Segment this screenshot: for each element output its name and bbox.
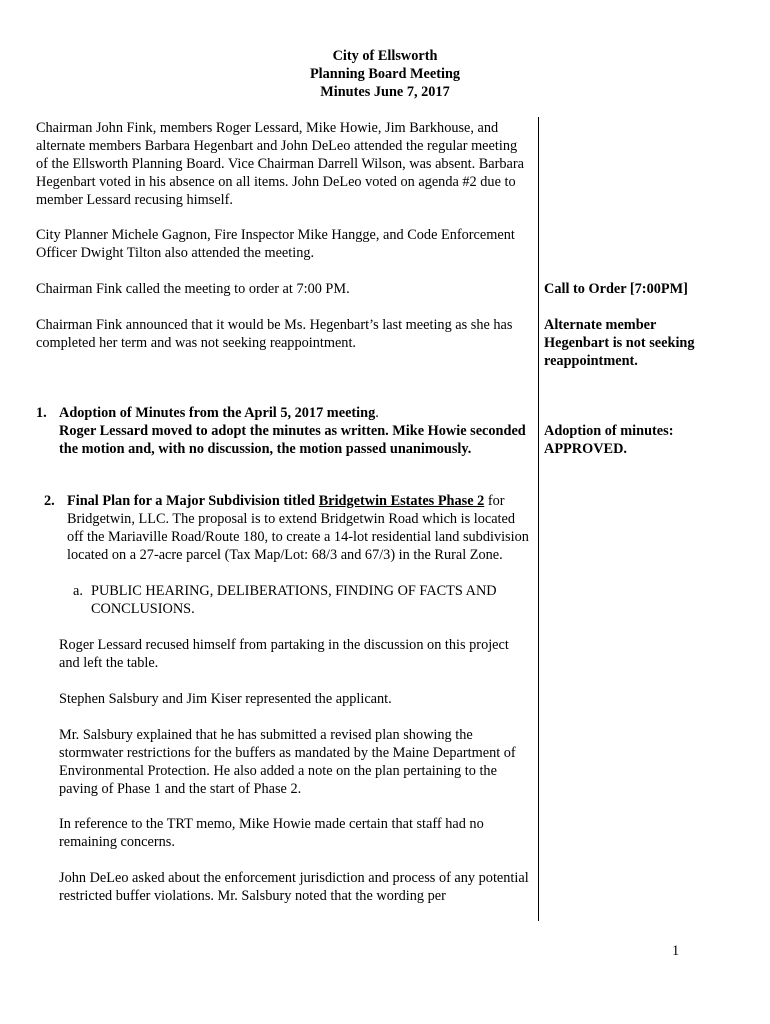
page-number: 1 [672, 943, 680, 959]
item-2-subdivision-name: Bridgetwin Estates Phase 2 [318, 493, 485, 509]
item-2-title: Final Plan for a Major Subdivision titled [67, 493, 319, 509]
minutes-date: Minutes June 7, 2017 [320, 84, 450, 100]
recusal-paragraph: Roger Lessard recused himself from partaking in the discussion on this project and left the table. [59, 637, 509, 671]
item-2-description: Bridgetwin, LLC. The proposal is to extend Bridgetwin Road which is located off the Mariaville Road/Route 180, to create a 14-lot residential land subdivision located on a 27-acre parcel (Tax Map/Lot: 68/3 and 67/3) in the Rural Zone. [67, 511, 529, 563]
announcement-paragraph: Chairman Fink announced that it would be Ms. Hegenbart’s last meeting as she has completed her term and was not seeking reappointment. [36, 317, 513, 351]
board-name: Planning Board Meeting [309, 66, 461, 82]
attendance-paragraph: Chairman John Fink, members Roger Lessard, Mike Howie, Jim Barkhouse, and alternate members Barbara Hegenbart and John DeLeo attended the regular meeting of the Ellsworth Planning Board. Vice Chairman Darrell Wilson, was absent. Barbara Hegenbart voted in his absence on all items. John DeLeo voted on agenda #2 due to member Lessard recusing himself. [36, 120, 524, 208]
representation-paragraph: Stephen Salsbury and Jim Kiser represented the applicant. [59, 691, 392, 707]
margin-divider [538, 117, 539, 921]
item-1 [59, 404, 529, 458]
item-1-title-end: . [375, 405, 379, 421]
sidebar-alternate-member: Alternate member Hegenbart is not seeking reappointment. [544, 317, 695, 369]
item-2-title-suffix: for [484, 493, 505, 509]
item-1-number: 1. [36, 405, 47, 421]
item-1-title: Adoption of Minutes from the April 5, 2017 meeting [59, 405, 376, 421]
document-header [0, 47, 770, 101]
enforcement-paragraph: John DeLeo asked about the enforcement jurisdiction and process of any potential restricted buffer violations. Mr. Salsbury noted that the wording per [59, 870, 529, 904]
city-name: City of Ellsworth [332, 48, 438, 64]
revised-plan-paragraph: Mr. Salsbury explained that he has submitted a revised plan showing the stormwater restrictions for the buffers as mandated by the Maine Department of Environmental Protection. He also added a note on the plan pertaining to the paving of Phase 1 and the start of Phase 2. [59, 727, 516, 797]
sidebar-adoption-of-minutes: Adoption of minutes: APPROVED. [544, 423, 674, 457]
staff-paragraph: City Planner Michele Gagnon, Fire Inspector Mike Hangge, and Code Enforcement Officer Dwight Tilton also attended the meeting. [36, 227, 515, 261]
item-1-motion: Roger Lessard moved to adopt the minutes as written. Mike Howie seconded the motion and, with no discussion, the motion passed unanimously. [59, 423, 526, 457]
item-2a-text: PUBLIC HEARING, DELIBERATIONS, FINDING OF FACTS AND CONCLUSIONS. [91, 583, 497, 617]
item-2 [67, 492, 532, 564]
item-2-number: 2. [44, 493, 55, 509]
call-to-order-paragraph: Chairman Fink called the meeting to order at 7:00 PM. [36, 281, 350, 297]
sidebar-call-to-order: Call to Order [7:00PM] [544, 281, 688, 297]
trt-memo-paragraph: In reference to the TRT memo, Mike Howie made certain that staff had no remaining concerns. [59, 816, 484, 850]
item-2a-letter: a. [73, 583, 83, 599]
